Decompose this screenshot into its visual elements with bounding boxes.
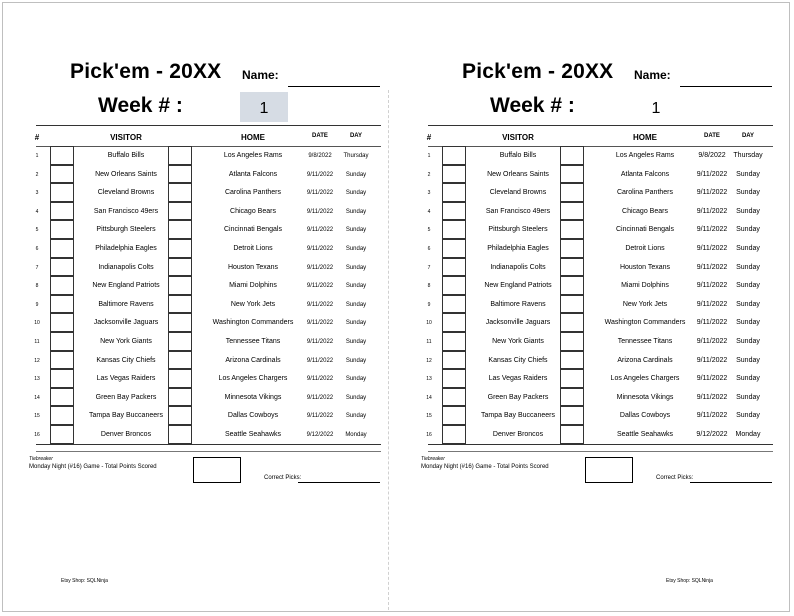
- home-pick-box[interactable]: [560, 406, 584, 425]
- game-row: [6, 351, 388, 370]
- home-pick-box[interactable]: [560, 220, 584, 239]
- game-number: 1: [35, 153, 39, 159]
- home-pick-box[interactable]: [168, 406, 192, 425]
- home-team: Los Angeles Chargers: [218, 375, 288, 383]
- game-number: 4: [427, 208, 431, 215]
- pickem-sheet-left: [6, 0, 388, 616]
- home-pick-box[interactable]: [168, 313, 192, 332]
- home-team: Houston Texans: [619, 263, 671, 271]
- home-pick-box[interactable]: [560, 295, 584, 314]
- visitor-pick-box[interactable]: [442, 202, 466, 221]
- visitor-team: Kansas City Chiefs: [96, 356, 156, 364]
- visitor-pick-box[interactable]: [50, 351, 74, 370]
- home-team: Minnesota Vikings: [616, 393, 674, 401]
- game-number: 11: [34, 339, 40, 345]
- tiebreaker-label: Tiebreaker: [421, 456, 445, 462]
- game-date: 9/11/2022: [306, 413, 334, 420]
- visitor-team: Las Vegas Raiders: [96, 375, 156, 383]
- home-team: Los Angeles Rams: [223, 152, 283, 159]
- visitor-pick-box[interactable]: [50, 295, 74, 314]
- visitor-team: Jacksonville Jaguars: [93, 319, 159, 327]
- game-date: 9/12/2022: [696, 431, 728, 438]
- game-date: 9/11/2022: [696, 189, 728, 197]
- visitor-team: Indianapolis Colts: [490, 263, 546, 271]
- game-day: Sunday: [736, 412, 760, 420]
- header-home: HOME: [241, 133, 265, 142]
- game-day: Sunday: [345, 413, 367, 420]
- game-date: 9/11/2022: [306, 208, 334, 215]
- home-pick-box[interactable]: [168, 183, 192, 202]
- home-pick-box[interactable]: [560, 369, 584, 388]
- game-day: Sunday: [736, 393, 760, 401]
- table-top-rule: [428, 125, 773, 126]
- game-row: [398, 239, 780, 258]
- visitor-team: San Francisco 49ers: [485, 207, 551, 215]
- correct-picks-field[interactable]: [690, 482, 772, 483]
- home-team: Atlanta Falcons: [620, 170, 670, 178]
- visitor-pick-box[interactable]: [442, 332, 466, 351]
- game-number: 12: [34, 357, 40, 364]
- home-pick-box[interactable]: [168, 388, 192, 407]
- game-row: [398, 202, 780, 221]
- home-team: New York Jets: [622, 300, 668, 308]
- home-pick-box[interactable]: [560, 239, 584, 258]
- game-row: [398, 351, 780, 370]
- visitor-pick-box[interactable]: [50, 239, 74, 258]
- home-team: Seattle Seahawks: [224, 431, 282, 438]
- game-row: [6, 388, 388, 407]
- game-number: 3: [427, 190, 431, 197]
- game-date: 9/12/2022: [306, 432, 334, 438]
- home-team: Arizona Cardinals: [225, 356, 281, 364]
- game-number: 15: [34, 413, 40, 420]
- game-row: [398, 220, 780, 239]
- visitor-team: Buffalo Bills: [107, 152, 145, 159]
- game-date: 9/11/2022: [696, 375, 728, 383]
- home-team: Washington Commanders: [604, 319, 686, 327]
- home-team: Minnesota Vikings: [224, 393, 282, 401]
- visitor-team: Philadelphia Eagles: [95, 245, 157, 252]
- game-number: 2: [35, 171, 39, 178]
- game-date: 9/11/2022: [696, 170, 728, 178]
- home-pick-box[interactable]: [560, 332, 584, 351]
- game-day: Monday: [345, 432, 367, 438]
- table-bottom-rule: [428, 444, 773, 445]
- game-date: 9/11/2022: [696, 356, 728, 364]
- home-team: Arizona Cardinals: [617, 356, 673, 364]
- game-date: 9/11/2022: [696, 338, 728, 345]
- header-day: DAY: [741, 133, 755, 139]
- game-day: Sunday: [736, 356, 760, 364]
- game-date: 9/11/2022: [696, 319, 728, 327]
- home-team: Detroit Lions: [625, 245, 665, 252]
- visitor-pick-box[interactable]: [50, 258, 74, 277]
- game-date: 9/11/2022: [696, 282, 728, 290]
- home-team: Dallas Cowboys: [619, 412, 671, 420]
- game-date: 9/11/2022: [306, 227, 334, 234]
- game-number: 15: [426, 413, 432, 420]
- name-field[interactable]: [680, 86, 772, 87]
- home-pick-box[interactable]: [168, 220, 192, 239]
- game-row: [398, 295, 780, 314]
- game-number: 3: [35, 190, 39, 197]
- visitor-team: New York Giants: [492, 338, 544, 345]
- game-date: 9/11/2022: [306, 376, 334, 383]
- home-pick-box[interactable]: [168, 146, 192, 165]
- visitor-pick-box[interactable]: [50, 425, 74, 444]
- home-pick-box[interactable]: [168, 295, 192, 314]
- visitor-team: Denver Broncos: [100, 431, 152, 438]
- home-team: Chicago Bears: [622, 207, 668, 215]
- game-number: 6: [427, 246, 431, 252]
- visitor-team: Pittsburgh Steelers: [488, 226, 548, 234]
- visitor-pick-box[interactable]: [442, 220, 466, 239]
- etsy-shop-credit: Etsy Shop: SQLNinja: [666, 578, 713, 584]
- home-pick-box[interactable]: [560, 351, 584, 370]
- visitor-pick-box[interactable]: [50, 388, 74, 407]
- tiebreaker-rule: [36, 451, 381, 452]
- tiebreaker-input[interactable]: [193, 457, 241, 483]
- game-number: 2: [427, 171, 431, 178]
- visitor-pick-box[interactable]: [50, 220, 74, 239]
- game-number: 8: [427, 283, 431, 290]
- game-date: 9/11/2022: [306, 320, 334, 327]
- visitor-pick-box[interactable]: [50, 406, 74, 425]
- correct-picks-label: Correct Picks:: [264, 475, 302, 481]
- visitor-pick-box[interactable]: [442, 183, 466, 202]
- game-day: Sunday: [345, 357, 367, 364]
- visitor-pick-box[interactable]: [442, 165, 466, 184]
- visitor-team: Jacksonville Jaguars: [485, 319, 551, 327]
- visitor-team: Tampa Bay Buccaneers: [481, 412, 555, 420]
- game-day: Thursday: [733, 152, 763, 159]
- visitor-team: Cleveland Browns: [489, 189, 547, 197]
- game-number: 9: [427, 301, 431, 308]
- game-date: 9/11/2022: [306, 246, 334, 252]
- visitor-team: New Orleans Saints: [487, 170, 549, 178]
- game-day: Sunday: [345, 320, 367, 327]
- home-team: Los Angeles Rams: [615, 152, 675, 159]
- correct-picks-label: Correct Picks:: [656, 475, 694, 481]
- visitor-team: Indianapolis Colts: [98, 263, 154, 271]
- game-day: Thursday: [343, 153, 369, 159]
- game-day: Sunday: [345, 208, 367, 215]
- visitor-team: New Orleans Saints: [95, 170, 157, 178]
- game-number: 5: [35, 227, 39, 234]
- game-date: 9/11/2022: [306, 301, 334, 308]
- game-row: [398, 183, 780, 202]
- visitor-team: Baltimore Ravens: [98, 300, 154, 308]
- header-date: DATE: [312, 133, 328, 139]
- home-team: Atlanta Falcons: [228, 170, 278, 178]
- game-row: [6, 146, 388, 165]
- home-team: Miami Dolphins: [229, 282, 277, 290]
- home-pick-box[interactable]: [168, 165, 192, 184]
- visitor-pick-box[interactable]: [442, 369, 466, 388]
- game-date: 9/8/2022: [308, 153, 332, 159]
- game-date: 9/11/2022: [306, 339, 334, 345]
- name-label: Name:: [634, 68, 671, 82]
- game-number: 14: [426, 394, 432, 401]
- game-day: Sunday: [345, 339, 367, 345]
- game-day: Sunday: [345, 246, 367, 252]
- game-date: 9/11/2022: [696, 300, 728, 308]
- etsy-shop-credit: Etsy Shop: SQLNinja: [61, 578, 108, 584]
- home-pick-box[interactable]: [168, 258, 192, 277]
- home-team: Detroit Lions: [233, 245, 273, 252]
- game-row: [6, 183, 388, 202]
- game-row: [6, 258, 388, 277]
- visitor-team: Tampa Bay Buccaneers: [89, 412, 163, 420]
- home-team: Tennessee Titans: [617, 338, 673, 345]
- visitor-pick-box[interactable]: [442, 258, 466, 277]
- home-pick-box[interactable]: [560, 146, 584, 165]
- game-day: Sunday: [345, 394, 367, 401]
- visitor-team: Philadelphia Eagles: [487, 245, 549, 252]
- game-row: [6, 165, 388, 184]
- game-row: [6, 425, 388, 444]
- game-row: [6, 313, 388, 332]
- visitor-pick-box[interactable]: [50, 276, 74, 295]
- home-pick-box[interactable]: [168, 202, 192, 221]
- home-team: Seattle Seahawks: [616, 431, 674, 438]
- game-day: Sunday: [736, 207, 760, 215]
- game-day: Sunday: [345, 190, 367, 197]
- header-day: DAY: [349, 133, 363, 139]
- game-day: Sunday: [736, 282, 760, 290]
- visitor-team: Green Bay Packers: [95, 393, 157, 401]
- game-number: 5: [427, 227, 431, 234]
- sheet-title: Pick'em - 20XX: [462, 60, 614, 83]
- sheet-title: Pick'em - 20XX: [70, 60, 222, 83]
- game-number: 10: [34, 320, 40, 327]
- game-row: [6, 295, 388, 314]
- game-date: 9/11/2022: [306, 283, 334, 290]
- game-date: 9/11/2022: [306, 190, 334, 197]
- game-row: [6, 406, 388, 425]
- visitor-team: San Francisco 49ers: [93, 207, 159, 215]
- visitor-pick-box[interactable]: [442, 276, 466, 295]
- game-row: [6, 202, 388, 221]
- game-number: 8: [35, 283, 39, 290]
- game-day: Sunday: [736, 300, 760, 308]
- game-date: 9/11/2022: [696, 245, 728, 252]
- visitor-pick-box[interactable]: [50, 202, 74, 221]
- game-row: [398, 406, 780, 425]
- game-number: 12: [426, 357, 432, 364]
- game-day: Sunday: [736, 319, 760, 327]
- game-day: Sunday: [736, 338, 760, 345]
- visitor-team: Las Vegas Raiders: [488, 375, 548, 383]
- visitor-team: Green Bay Packers: [487, 393, 549, 401]
- game-row: [6, 332, 388, 351]
- game-row: [398, 146, 780, 165]
- game-day: Sunday: [736, 375, 760, 383]
- game-day: Sunday: [345, 227, 367, 234]
- home-pick-box[interactable]: [560, 313, 584, 332]
- home-pick-box[interactable]: [560, 165, 584, 184]
- tiebreaker-input[interactable]: [585, 457, 633, 483]
- game-row: [6, 276, 388, 295]
- game-day: Sunday: [736, 189, 760, 197]
- home-pick-box[interactable]: [168, 351, 192, 370]
- game-number: 4: [35, 208, 39, 215]
- home-team: Dallas Cowboys: [227, 412, 279, 420]
- home-team: Chicago Bears: [230, 207, 276, 215]
- game-date: 9/11/2022: [696, 226, 728, 234]
- game-row: [6, 369, 388, 388]
- home-team: Carolina Panthers: [224, 189, 282, 197]
- game-row: [398, 425, 780, 444]
- week-number-field[interactable]: 1: [651, 100, 661, 117]
- visitor-pick-box[interactable]: [50, 146, 74, 165]
- visitor-team: Cleveland Browns: [97, 189, 155, 197]
- game-number: 10: [426, 320, 432, 327]
- visitor-team: Kansas City Chiefs: [488, 356, 548, 364]
- header-visitor: VISITOR: [502, 133, 534, 142]
- header-visitor: VISITOR: [110, 133, 142, 142]
- visitor-pick-box[interactable]: [50, 165, 74, 184]
- name-label: Name:: [242, 68, 279, 82]
- visitor-team: Denver Broncos: [492, 431, 544, 438]
- week-number-field[interactable]: 1: [240, 92, 288, 122]
- game-date: 9/11/2022: [696, 393, 728, 401]
- game-number: 11: [426, 339, 432, 345]
- game-date: 9/11/2022: [306, 264, 334, 271]
- game-day: Sunday: [345, 264, 367, 271]
- pickem-sheet-right: [398, 0, 780, 616]
- home-pick-box[interactable]: [560, 202, 584, 221]
- home-pick-box[interactable]: [168, 369, 192, 388]
- home-team: Miami Dolphins: [621, 282, 669, 290]
- visitor-team: New England Patriots: [92, 282, 160, 290]
- home-pick-box[interactable]: [560, 258, 584, 277]
- home-team: Cincinnati Bengals: [616, 226, 674, 234]
- home-team: New York Jets: [230, 300, 276, 308]
- game-number: 13: [34, 376, 40, 383]
- game-number: 7: [35, 264, 39, 271]
- game-row: [6, 239, 388, 258]
- game-row: [398, 258, 780, 277]
- game-day: Sunday: [736, 245, 760, 252]
- tiebreaker-description: Monday Night (#16) Game - Total Points Scored: [421, 464, 549, 470]
- home-team: Carolina Panthers: [616, 189, 674, 197]
- visitor-pick-box[interactable]: [442, 425, 466, 444]
- tiebreaker-description: Monday Night (#16) Game - Total Points Scored: [29, 464, 157, 470]
- header-home: HOME: [633, 133, 657, 142]
- sheet-divider: [388, 90, 389, 610]
- visitor-pick-box[interactable]: [442, 239, 466, 258]
- game-row: [6, 220, 388, 239]
- game-date: 9/11/2022: [696, 412, 728, 420]
- game-row: [398, 332, 780, 351]
- game-number: 1: [427, 153, 431, 159]
- correct-picks-field[interactable]: [298, 482, 380, 483]
- home-pick-box[interactable]: [168, 239, 192, 258]
- game-date: 9/8/2022: [698, 152, 726, 159]
- game-day: Sunday: [736, 226, 760, 234]
- game-number: 7: [427, 264, 431, 271]
- home-team: Houston Texans: [227, 263, 279, 271]
- game-date: 9/11/2022: [306, 357, 334, 364]
- tiebreaker-label: Tiebreaker: [29, 456, 53, 462]
- game-day: Sunday: [736, 263, 760, 271]
- visitor-pick-box[interactable]: [442, 406, 466, 425]
- header-num: #: [426, 133, 432, 142]
- game-row: [398, 388, 780, 407]
- game-day: Sunday: [736, 170, 760, 178]
- visitor-team: Pittsburgh Steelers: [96, 226, 156, 234]
- home-team: Cincinnati Bengals: [224, 226, 282, 234]
- visitor-pick-box[interactable]: [50, 332, 74, 351]
- home-team: Washington Commanders: [212, 319, 294, 327]
- home-pick-box[interactable]: [560, 183, 584, 202]
- game-row: [398, 313, 780, 332]
- game-day: Sunday: [345, 171, 367, 178]
- visitor-pick-box[interactable]: [50, 313, 74, 332]
- game-number: 13: [426, 376, 432, 383]
- home-pick-box[interactable]: [560, 388, 584, 407]
- visitor-pick-box[interactable]: [442, 295, 466, 314]
- game-date: 9/11/2022: [696, 207, 728, 215]
- table-top-rule: [36, 125, 381, 126]
- visitor-pick-box[interactable]: [50, 369, 74, 388]
- game-number: 16: [426, 432, 432, 438]
- game-number: 14: [34, 394, 40, 401]
- game-day: Sunday: [345, 301, 367, 308]
- game-date: 9/11/2022: [306, 171, 334, 178]
- game-number: 9: [35, 301, 39, 308]
- visitor-team: New York Giants: [100, 338, 152, 345]
- home-pick-box[interactable]: [168, 425, 192, 444]
- game-row: [398, 165, 780, 184]
- game-date: 9/11/2022: [696, 263, 728, 271]
- game-day: Sunday: [345, 376, 367, 383]
- table-bottom-rule: [36, 444, 381, 445]
- visitor-pick-box[interactable]: [442, 313, 466, 332]
- visitor-pick-box[interactable]: [442, 146, 466, 165]
- home-team: Los Angeles Chargers: [610, 375, 680, 383]
- tiebreaker-rule: [428, 451, 773, 452]
- home-pick-box[interactable]: [168, 276, 192, 295]
- week-label: Week # :: [98, 94, 183, 117]
- home-team: Tennessee Titans: [225, 338, 281, 345]
- home-pick-box[interactable]: [168, 332, 192, 351]
- game-row: [398, 276, 780, 295]
- home-pick-box[interactable]: [560, 276, 584, 295]
- visitor-team: New England Patriots: [484, 282, 552, 290]
- week-label: Week # :: [490, 94, 575, 117]
- game-row: [398, 369, 780, 388]
- name-field[interactable]: [288, 86, 380, 87]
- visitor-pick-box[interactable]: [50, 183, 74, 202]
- game-number: 16: [34, 432, 40, 438]
- visitor-pick-box[interactable]: [442, 351, 466, 370]
- game-day: Sunday: [345, 283, 367, 290]
- game-day: Monday: [735, 431, 761, 438]
- header-date: DATE: [704, 133, 720, 139]
- visitor-team: Buffalo Bills: [499, 152, 537, 159]
- visitor-team: Baltimore Ravens: [490, 300, 546, 308]
- game-number: 6: [35, 246, 39, 252]
- visitor-pick-box[interactable]: [442, 388, 466, 407]
- game-date: 9/11/2022: [306, 394, 334, 401]
- home-pick-box[interactable]: [560, 425, 584, 444]
- header-num: #: [34, 133, 40, 142]
